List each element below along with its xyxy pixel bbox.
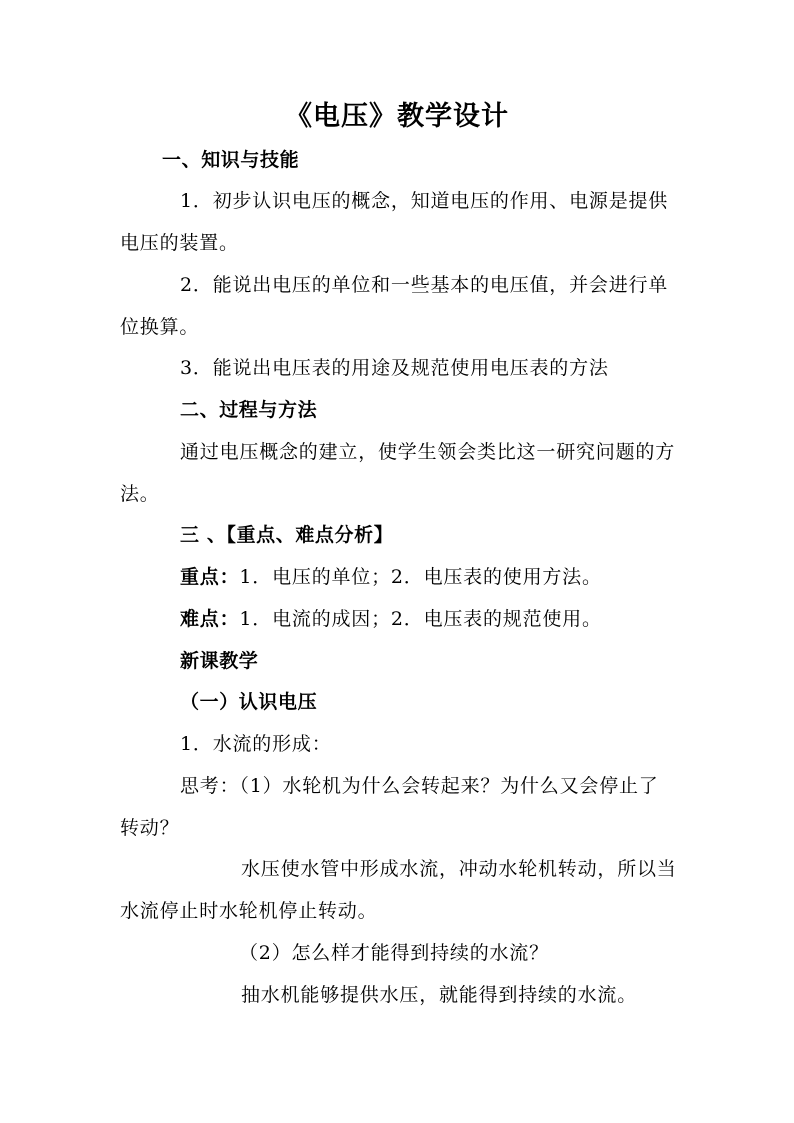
difficult-point-label: 难点： bbox=[180, 608, 240, 630]
section-heading-process: 二、过程与方法 bbox=[180, 399, 318, 421]
paragraph-line: 法。 bbox=[120, 483, 160, 505]
key-point-line bbox=[180, 564, 602, 590]
section-heading-focus: 三 、【重点、难点分析】 bbox=[180, 524, 394, 546]
section-heading-knowledge: 一、知识与技能 bbox=[162, 149, 300, 171]
subsection-heading: （一）认识电压 bbox=[180, 691, 318, 713]
paragraph-line: 水压使水管中形成水流，冲动水轮机转动，所以当 bbox=[241, 858, 677, 880]
paragraph-line: 思考：（1）水轮机为什么会转起来？为什么又会停止了 bbox=[180, 775, 659, 797]
paragraph-line: 水流停止时水轮机停止转动。 bbox=[120, 900, 378, 922]
paragraph-line: 3．能说出电压表的用途及规范使用电压表的方法 bbox=[180, 357, 609, 379]
paragraph-line: 通过电压概念的建立，使学生领会类比这一研究问题的方 bbox=[180, 441, 676, 463]
paragraph-line: （2）怎么样才能得到持续的水流？ bbox=[239, 942, 549, 964]
document-title: 《电压》教学设计 bbox=[285, 101, 509, 132]
paragraph-line: 位换算。 bbox=[120, 316, 200, 338]
key-point-label: 重点： bbox=[180, 566, 240, 588]
section-heading-new-lesson: 新课教学 bbox=[180, 650, 259, 672]
paragraph-line: 2．能说出电压的单位和一些基本的电压值，并会进行单 bbox=[180, 274, 669, 296]
paragraph-line: 电压的装置。 bbox=[120, 232, 239, 254]
difficult-point-text: 1．电流的成因；2．电压表的规范使用。 bbox=[239, 608, 602, 630]
paragraph-line: 1．水流的形成： bbox=[180, 733, 332, 755]
paragraph-line: 转动？ bbox=[120, 817, 180, 839]
paragraph-line: 1．初步认识电压的概念，知道电压的作用、电源是提供 bbox=[180, 190, 669, 212]
difficult-point-line bbox=[180, 606, 602, 632]
key-point-text: 1．电压的单位；2．电压表的使用方法。 bbox=[239, 566, 602, 588]
paragraph-line: 抽水机能够提供水压，就能得到持续的水流。 bbox=[241, 984, 638, 1006]
